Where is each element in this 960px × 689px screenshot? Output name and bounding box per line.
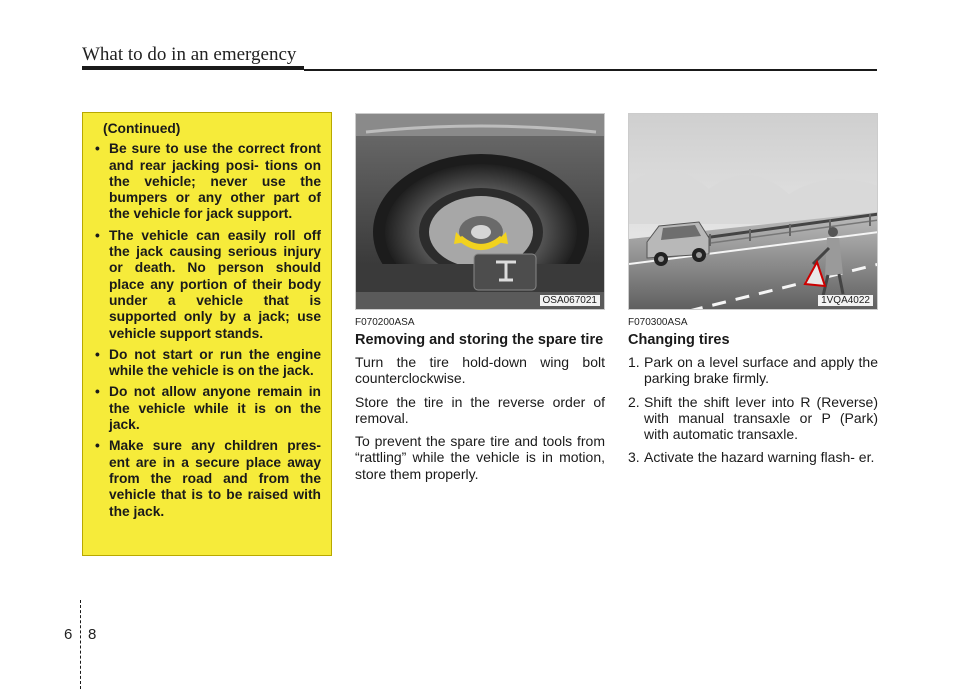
- warning-item: • Be sure to use the correct front and rear jacking posi- tions on the vehicle; never use the bumpers or any other part of the vehicle for jack support.: [95, 141, 321, 222]
- step-number: 3.: [628, 449, 640, 466]
- section-heading: Removing and storing the spare tire: [355, 332, 604, 348]
- page-header-title: What to do in an emergency: [82, 44, 297, 65]
- step-text: Park on a level surface and apply the parking brake firmly.: [644, 354, 878, 387]
- warning-continued-label: (Continued): [103, 121, 181, 136]
- paragraph: Turn the tire hold-down wing bolt counterclockwise.: [355, 354, 605, 387]
- steps-list: [628, 354, 878, 466]
- spare-tire-illustration: [355, 113, 605, 310]
- header-rule-thin: [304, 69, 877, 71]
- step-item: [628, 394, 878, 443]
- warning-item: • Do not start or run the engine while the vehicle is on the jack.: [95, 347, 321, 380]
- warning-list: [95, 141, 321, 520]
- image-code: OSA067021: [540, 295, 601, 306]
- step-text: Shift the shift lever into R (Reverse) with manual transaxle or P (Park) with automatic transaxle.: [644, 393, 878, 443]
- image-code: 1VQA4022: [818, 295, 873, 306]
- road-scene-drawing: [629, 114, 878, 310]
- header-rule: [82, 66, 304, 70]
- spare-tire-drawing: [356, 114, 605, 310]
- warning-item: • Make sure any children pres- ent are in a secure place away from the road and from the vehicle that is to be raised with the jack.: [95, 438, 321, 519]
- paragraph: To prevent the spare tire and tools from “rattling” while the vehicle is in motion, store them properly.: [355, 433, 605, 482]
- chapter-number: 6: [64, 626, 73, 643]
- step-number: 1.: [628, 354, 640, 370]
- paragraph: Store the tire in the reverse order of removal.: [355, 393, 605, 426]
- page-divider: [80, 600, 81, 689]
- page-number: 8: [88, 626, 97, 643]
- step-item: [628, 449, 878, 465]
- road-scene-illustration: [628, 113, 878, 310]
- step-number: 2.: [628, 393, 640, 410]
- warning-box: [82, 112, 332, 556]
- warning-item: • Do not allow anyone remain in the vehicle while it is on the jack.: [95, 384, 321, 433]
- section-changing-tires: [628, 317, 878, 473]
- section-removing-storing: [355, 317, 605, 489]
- section-heading: Changing tires: [628, 332, 730, 348]
- section-code: F070200ASA: [355, 317, 415, 328]
- step-text: Activate the hazard warning flash- er.: [644, 449, 875, 466]
- section-code: F070300ASA: [628, 317, 688, 328]
- step-item: [628, 354, 878, 387]
- warning-item: • The vehicle can easily roll off the jack causing serious injury or death. No person should place any portion of their body under a vehicle that is supported only by a jack; use vehicle support stands.: [95, 228, 321, 342]
